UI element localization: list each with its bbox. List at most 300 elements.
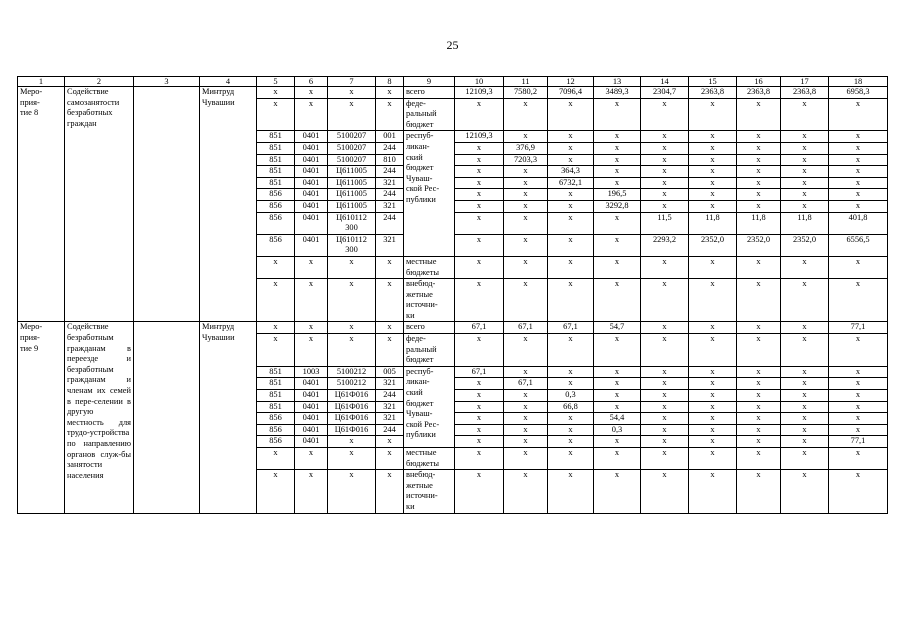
- value-cell: [504, 98, 548, 131]
- value-cell: [689, 87, 737, 99]
- value-cell: [781, 200, 829, 212]
- value-cell: [455, 154, 504, 166]
- code-cell: [376, 256, 404, 278]
- value-cell: [504, 142, 548, 154]
- column-header: [376, 77, 404, 87]
- source-total-text: всего: [406, 87, 425, 96]
- value-cell-text: x: [802, 390, 807, 400]
- code-cell: [328, 189, 376, 201]
- code-cell: [376, 98, 404, 131]
- code-cell-text: x: [349, 87, 354, 96]
- code-cell: [257, 142, 295, 154]
- code-cell-text: 0401: [302, 212, 320, 222]
- code-cell: [376, 154, 404, 166]
- code-cell-text: x: [387, 98, 392, 108]
- value-cell-text: x: [523, 390, 528, 400]
- code-cell-text: 851: [269, 142, 282, 152]
- value-cell: [641, 177, 689, 189]
- value-cell-text: x: [662, 177, 667, 187]
- column-header-text: 6: [308, 77, 314, 86]
- value-cell: [829, 212, 888, 234]
- value-cell-text: x: [662, 378, 667, 388]
- value-cell-text: x: [476, 334, 482, 344]
- code-cell: [257, 98, 295, 131]
- value-cell-text: x: [756, 378, 761, 388]
- value-cell: [594, 87, 641, 99]
- value-cell-text: x: [756, 366, 761, 376]
- code-cell: [295, 189, 328, 201]
- value-cell: [548, 390, 594, 402]
- value-cell: [829, 366, 888, 378]
- column-header: [404, 77, 455, 87]
- value-cell: [455, 131, 504, 143]
- code-cell: [257, 334, 295, 367]
- value-cell: [504, 279, 548, 322]
- value-cell-text: x: [568, 234, 573, 244]
- value-cell: [455, 166, 504, 178]
- value-cell: [737, 256, 781, 278]
- code-cell: [376, 413, 404, 425]
- value-cell-text: x: [568, 189, 573, 199]
- source-local-text: местные бюджеты: [406, 256, 440, 277]
- value-cell: [594, 154, 641, 166]
- code-cell-text: 856: [269, 413, 282, 423]
- value-cell: [594, 322, 641, 334]
- value-cell-text: x: [523, 436, 528, 446]
- code-cell-text: Ц611005: [336, 166, 367, 176]
- value-cell-text: x: [614, 448, 620, 457]
- value-cell: [689, 279, 737, 322]
- value-cell-text: x: [710, 390, 715, 400]
- value-cell: [737, 413, 781, 425]
- value-cell: [829, 378, 888, 390]
- value-cell-text: x: [710, 256, 715, 266]
- code-cell-text: 851: [269, 131, 282, 141]
- code-cell-text: x: [349, 470, 354, 480]
- code-cell-text: Ц610112 300: [336, 212, 367, 233]
- code-cell-text: 5100207: [336, 142, 367, 152]
- value-cell-text: x: [476, 189, 482, 199]
- value-cell: [455, 212, 504, 234]
- code-cell-text: 5100207: [336, 154, 367, 164]
- value-cell-text: x: [756, 470, 761, 480]
- value-cell: [737, 366, 781, 378]
- value-cell: [829, 87, 888, 99]
- value-cell: [504, 154, 548, 166]
- code-cell: [328, 448, 376, 470]
- code-cell-text: x: [273, 256, 278, 266]
- value-cell-text: x: [710, 436, 715, 446]
- value-cell-text: x: [568, 436, 573, 446]
- value-cell-text: 6556,5: [846, 234, 870, 244]
- value-cell-text: x: [523, 279, 528, 289]
- value-cell: [641, 424, 689, 436]
- code-cell: [376, 322, 404, 334]
- value-cell-text: x: [802, 131, 807, 141]
- code-cell: [376, 189, 404, 201]
- table-row: [18, 322, 888, 334]
- value-cell: [689, 189, 737, 201]
- value-cell-text: x: [855, 256, 861, 266]
- value-cell-text: x: [476, 154, 482, 164]
- value-cell-text: x: [568, 98, 573, 108]
- value-cell: [548, 212, 594, 234]
- code-cell-text: 001: [383, 131, 396, 141]
- value-cell-text: x: [476, 200, 482, 210]
- value-cell: [548, 401, 594, 413]
- code-cell: [295, 413, 328, 425]
- value-cell-text: x: [710, 470, 715, 480]
- value-cell-text: x: [476, 470, 482, 480]
- code-cell: [328, 401, 376, 413]
- code-cell-text: 851: [269, 378, 282, 388]
- value-cell-text: x: [523, 401, 528, 411]
- value-cell: [781, 322, 829, 334]
- code-cell-text: 856: [269, 436, 282, 446]
- code-cell-text: 810: [383, 154, 396, 164]
- value-cell-text: x: [614, 390, 620, 400]
- code-cell: [257, 424, 295, 436]
- event-number-text: Меро- прия- тие 8: [20, 87, 43, 118]
- code-cell-text: x: [308, 322, 314, 332]
- code-cell: [328, 413, 376, 425]
- value-cell: [689, 448, 737, 470]
- value-cell: [829, 413, 888, 425]
- value-cell-text: x: [614, 142, 620, 152]
- value-cell: [548, 189, 594, 201]
- value-cell-text: x: [756, 189, 761, 199]
- code-cell-text: x: [387, 436, 392, 446]
- value-cell: [737, 436, 781, 448]
- value-cell-text: x: [802, 470, 807, 480]
- value-cell-text: x: [523, 413, 528, 423]
- column-header-text: 7: [349, 77, 354, 86]
- value-cell-text: 12109,3: [465, 131, 493, 141]
- event-name-text: Содействие самозанятости безработных граждан: [67, 87, 120, 128]
- value-cell-text: x: [756, 390, 761, 400]
- value-cell: [548, 448, 594, 470]
- code-cell: [295, 334, 328, 367]
- source-federal: [404, 98, 455, 131]
- value-cell-text: x: [662, 279, 667, 289]
- column-header-text: 14: [660, 77, 669, 86]
- value-cell: [504, 200, 548, 212]
- value-cell-text: x: [523, 200, 528, 210]
- value-cell: [781, 142, 829, 154]
- code-cell: [328, 322, 376, 334]
- value-cell: [781, 436, 829, 448]
- value-cell: [548, 470, 594, 513]
- code-cell-text: 0401: [302, 142, 320, 152]
- value-cell: [829, 424, 888, 436]
- event-name: [65, 322, 134, 513]
- value-cell-text: 196,5: [607, 189, 627, 199]
- value-cell-text: x: [802, 448, 807, 457]
- code-cell: [376, 234, 404, 256]
- value-cell: [504, 87, 548, 99]
- code-cell: [376, 448, 404, 470]
- value-cell: [594, 279, 641, 322]
- value-cell: [829, 401, 888, 413]
- value-cell-text: x: [756, 256, 761, 266]
- value-cell-text: x: [855, 424, 861, 434]
- value-cell: [781, 378, 829, 390]
- value-cell: [594, 334, 641, 367]
- value-cell: [829, 131, 888, 143]
- value-cell: [455, 413, 504, 425]
- source-federal-text: феде- ральный бюджет: [406, 98, 437, 129]
- value-cell-text: x: [756, 448, 761, 457]
- value-cell: [737, 87, 781, 99]
- column-header: [641, 77, 689, 87]
- header-row: [18, 77, 888, 87]
- value-cell-text: x: [476, 378, 482, 388]
- value-cell-text: 11,8: [797, 212, 812, 222]
- value-cell-text: x: [855, 390, 861, 400]
- value-cell: [689, 256, 737, 278]
- code-cell: [257, 378, 295, 390]
- value-cell: [548, 98, 594, 131]
- code-cell-text: 0401: [302, 189, 320, 199]
- value-cell-text: x: [568, 200, 573, 210]
- code-cell: [376, 378, 404, 390]
- column-header: [737, 77, 781, 87]
- code-cell-text: 244: [383, 189, 396, 199]
- code-cell-text: x: [308, 98, 314, 108]
- value-cell: [641, 131, 689, 143]
- value-cell-text: x: [523, 177, 528, 187]
- code-cell-text: 851: [269, 154, 282, 164]
- code-cell-text: 321: [383, 200, 396, 210]
- source-local-text: местные бюджеты: [406, 448, 440, 468]
- code-cell: [328, 142, 376, 154]
- value-cell: [689, 334, 737, 367]
- source-offbudget-text: внебюд- жетные источни- ки: [406, 279, 438, 320]
- code-cell: [295, 131, 328, 143]
- code-cell: [376, 366, 404, 378]
- value-cell: [641, 154, 689, 166]
- code-cell: [257, 401, 295, 413]
- value-cell-text: 54,7: [609, 322, 625, 332]
- code-cell-text: x: [273, 279, 278, 289]
- value-cell: [455, 366, 504, 378]
- value-cell-text: x: [756, 154, 761, 164]
- value-cell: [504, 448, 548, 470]
- value-cell: [548, 436, 594, 448]
- value-cell: [504, 212, 548, 234]
- column-header-text: 2: [96, 77, 102, 86]
- value-cell-text: x: [710, 166, 715, 176]
- executor: [200, 322, 257, 513]
- code-cell-text: x: [273, 322, 278, 332]
- code-cell-text: x: [308, 256, 314, 266]
- value-cell-text: x: [710, 401, 715, 411]
- column-header: [504, 77, 548, 87]
- value-cell: [504, 390, 548, 402]
- code-cell-text: x: [349, 279, 354, 289]
- value-cell: [829, 470, 888, 513]
- value-cell: [781, 166, 829, 178]
- value-cell-text: x: [568, 366, 573, 376]
- value-cell: [594, 98, 641, 131]
- value-cell: [548, 142, 594, 154]
- value-cell: [737, 322, 781, 334]
- value-cell: [781, 256, 829, 278]
- value-cell: [455, 189, 504, 201]
- value-cell-text: x: [662, 142, 667, 152]
- column-header-text: 16: [754, 77, 763, 86]
- value-cell: [455, 322, 504, 334]
- value-cell-text: 54,4: [609, 413, 625, 423]
- value-cell: [548, 322, 594, 334]
- value-cell: [641, 189, 689, 201]
- value-cell: [548, 424, 594, 436]
- value-cell-text: x: [802, 413, 807, 423]
- value-cell-text: x: [614, 470, 620, 480]
- value-cell-text: x: [802, 279, 807, 289]
- code-cell-text: x: [349, 334, 354, 344]
- value-cell-text: x: [756, 401, 761, 411]
- column-header: [781, 77, 829, 87]
- code-cell: [376, 401, 404, 413]
- value-cell: [504, 177, 548, 189]
- value-cell-text: x: [662, 98, 667, 108]
- code-cell: [257, 177, 295, 189]
- value-cell: [781, 424, 829, 436]
- code-cell: [328, 177, 376, 189]
- value-cell: [455, 334, 504, 367]
- value-cell-text: x: [614, 401, 620, 411]
- code-cell: [257, 322, 295, 334]
- code-cell: [376, 436, 404, 448]
- value-cell-text: x: [710, 200, 715, 210]
- value-cell-text: x: [523, 189, 528, 199]
- value-cell-text: x: [568, 378, 573, 388]
- value-cell-text: x: [662, 390, 667, 400]
- value-cell-text: x: [523, 212, 528, 222]
- value-cell: [781, 234, 829, 256]
- value-cell: [781, 390, 829, 402]
- value-cell: [829, 322, 888, 334]
- source-total-text: всего: [406, 322, 425, 332]
- code-cell: [257, 448, 295, 470]
- value-cell: [504, 424, 548, 436]
- code-cell-text: 5100212: [336, 366, 367, 376]
- value-cell: [455, 279, 504, 322]
- executor: [200, 87, 257, 322]
- value-cell: [548, 279, 594, 322]
- code-cell: [328, 212, 376, 234]
- value-cell-text: x: [568, 334, 573, 344]
- value-cell: [641, 166, 689, 178]
- value-cell: [737, 390, 781, 402]
- value-cell-text: x: [523, 448, 528, 457]
- column-header: [594, 77, 641, 87]
- code-cell-text: x: [349, 256, 354, 266]
- value-cell: [737, 166, 781, 178]
- value-cell: [641, 256, 689, 278]
- event-number: [18, 322, 65, 513]
- value-cell: [737, 177, 781, 189]
- value-cell: [455, 256, 504, 278]
- code-cell: [376, 166, 404, 178]
- value-cell-text: x: [476, 390, 482, 400]
- source-total: [404, 87, 455, 99]
- value-cell: [594, 189, 641, 201]
- value-cell-text: 2363,8: [746, 87, 771, 96]
- code-cell: [328, 256, 376, 278]
- code-cell-text: x: [387, 448, 392, 457]
- value-cell-text: x: [568, 470, 573, 480]
- empty-cell: [134, 87, 200, 322]
- value-cell: [504, 401, 548, 413]
- code-cell: [295, 436, 328, 448]
- value-cell-text: x: [710, 131, 715, 141]
- code-cell-text: 856: [269, 212, 282, 222]
- value-cell-text: x: [802, 154, 807, 164]
- code-cell: [257, 131, 295, 143]
- value-cell: [829, 390, 888, 402]
- code-cell-text: x: [308, 470, 314, 480]
- value-cell-text: x: [855, 334, 861, 344]
- value-cell: [548, 334, 594, 367]
- value-cell: [737, 131, 781, 143]
- value-cell: [829, 98, 888, 131]
- source-republican: [404, 366, 455, 447]
- code-cell-text: 856: [269, 189, 282, 199]
- code-cell-text: x: [387, 256, 392, 266]
- code-cell: [257, 279, 295, 322]
- value-cell-text: x: [614, 436, 620, 446]
- code-cell: [257, 436, 295, 448]
- code-cell: [328, 436, 376, 448]
- value-cell: [829, 177, 888, 189]
- code-cell: [376, 131, 404, 143]
- value-cell-text: x: [802, 200, 807, 210]
- event-number: [18, 87, 65, 322]
- value-cell-text: 2363,8: [792, 87, 817, 96]
- value-cell-text: x: [568, 424, 573, 434]
- value-cell-text: x: [662, 448, 667, 457]
- value-cell-text: x: [568, 212, 573, 222]
- value-cell-text: x: [568, 154, 573, 164]
- value-cell-text: x: [710, 142, 715, 152]
- value-cell: [829, 436, 888, 448]
- code-cell-text: 5100207: [336, 131, 367, 141]
- value-cell-text: x: [855, 166, 861, 176]
- column-header: [65, 77, 134, 87]
- column-header: [18, 77, 65, 87]
- code-cell: [295, 166, 328, 178]
- empty-cell: [134, 322, 200, 513]
- value-cell: [781, 448, 829, 470]
- value-cell-text: x: [710, 378, 715, 388]
- value-cell-text: x: [523, 234, 528, 244]
- value-cell-text: x: [568, 279, 573, 289]
- value-cell-text: x: [756, 413, 761, 423]
- value-cell: [689, 98, 737, 131]
- value-cell-text: 77,1: [850, 436, 866, 446]
- value-cell-text: x: [756, 131, 761, 141]
- value-cell: [689, 166, 737, 178]
- value-cell: [504, 378, 548, 390]
- source-republican: [404, 131, 455, 257]
- value-cell-text: x: [662, 322, 667, 332]
- column-header-text: 17: [800, 77, 809, 86]
- value-cell-text: x: [614, 366, 620, 376]
- column-header-text: 1: [38, 77, 44, 86]
- value-cell-text: x: [568, 142, 573, 152]
